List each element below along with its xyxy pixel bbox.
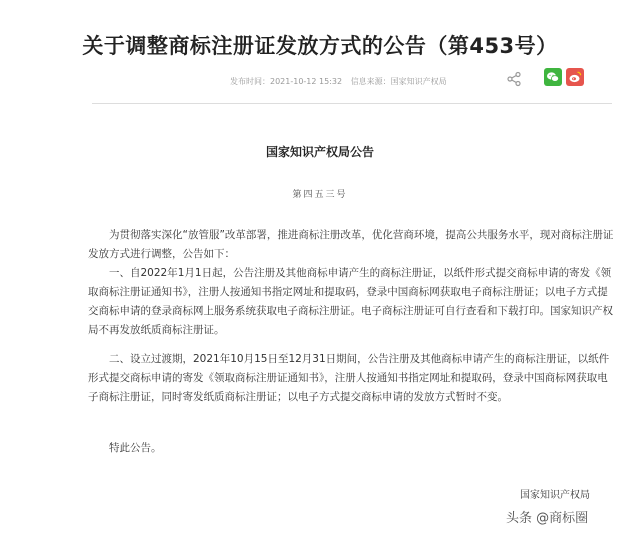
watermark: 头条 @商标圈 (506, 511, 589, 526)
document-heading: 国家知识产权局公告 (265, 145, 374, 159)
intro-paragraph: 为贯彻落实深化“放管服”改革部署，推进商标注册改革，优化营商环境，提高公共服务水平，现对商标注册证发放方式进行调整，公告如下： (88, 229, 614, 260)
item-two-paragraph: 二、设立过渡期，2021年10月15日至12月31日期间，公告注册及其他商标申请产生的商标注册证，以纸件形式提交商标申请的寄发《领取商标注册证通知书》，注册人按通知书指定网址和提取码，登录中国商标网获取电子商标注册证，同时寄发纸质商标注册证；以电子方式提交商标申请的发放方式暂时不变。 (88, 353, 610, 403)
item-one-paragraph: 一、自2022年1月1日起，公告注册及其他商标申请产生的商标注册证，以纸件形式提交商标申请的寄发《领取商标注册证通知书》，注册人按通知书指定网址和提取码，登录中国商标网获取电子商标注册证；以电子方式提交商标申请的登录商标网上服务系统获取电子商标注册证。电子商标注册证可自行查看和下载打印。国家知识产权局不再发放纸质商标注册证。 (88, 267, 613, 336)
weibo-icon[interactable] (566, 68, 584, 86)
document-number: 第四五三号 (292, 190, 348, 200)
article-meta (230, 76, 453, 87)
signoff-org: 国家知识产权局 (520, 490, 590, 501)
publish-time: 发布时间：2021-10-12 15:32 (230, 77, 343, 86)
share-icon[interactable] (506, 71, 522, 87)
wechat-icon[interactable] (544, 68, 562, 86)
closing-paragraph: 特此公告。 (109, 442, 162, 454)
header-divider (92, 103, 612, 104)
info-source: 信息来源：国家知识产权局 (350, 77, 447, 86)
article-title: 关于调整商标注册证发放方式的公告（第453号） (82, 34, 558, 58)
